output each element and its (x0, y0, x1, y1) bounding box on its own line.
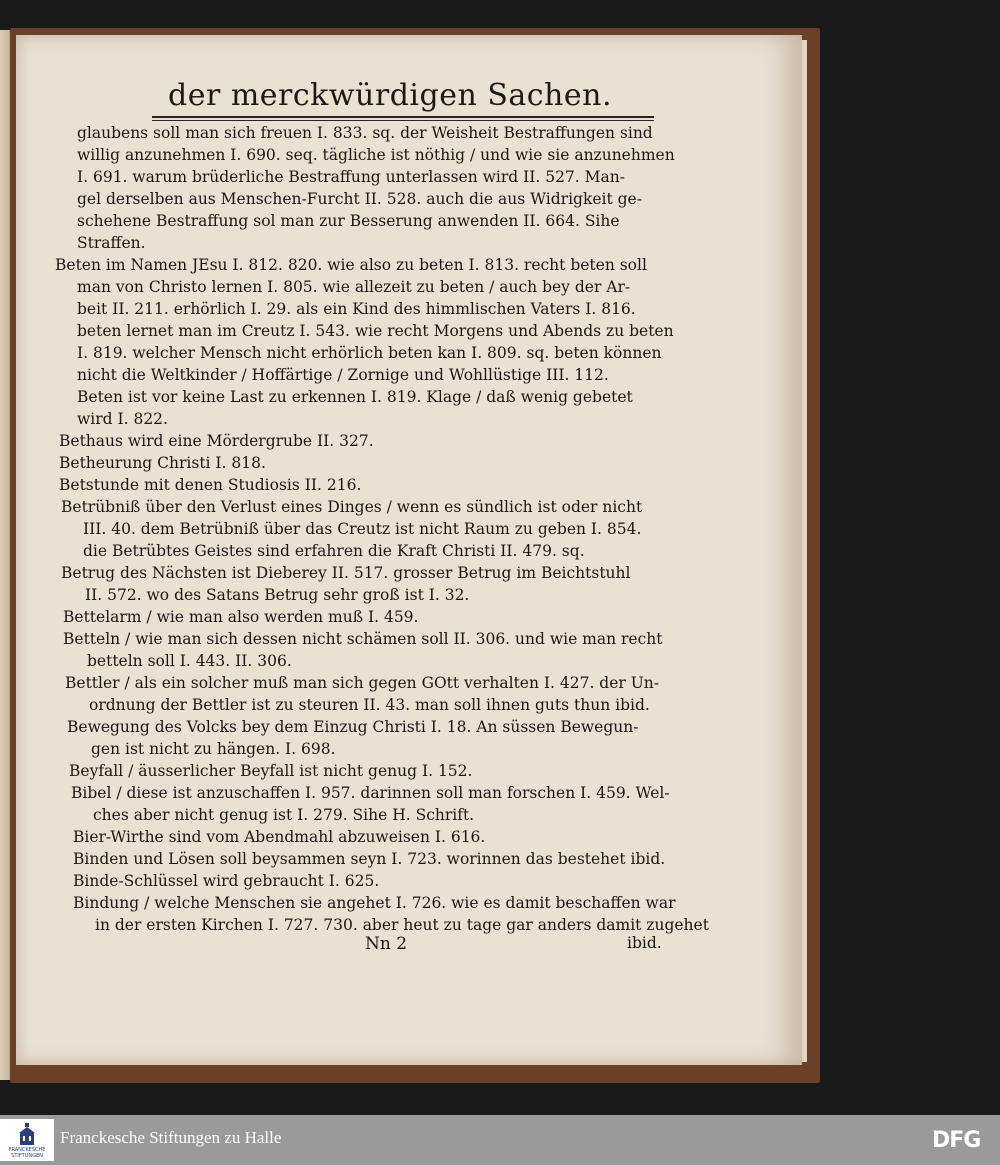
text-line: beten lernet man im Creutz I. 543. wie recht Morgens und Abends zu beten (77, 322, 674, 340)
text-line: Bewegung des Volcks bey dem Einzug Christi I. 18. An süssen Bewegun- (67, 718, 639, 736)
text-line: Bethaus wird eine Mördergrube II. 327. (59, 432, 374, 450)
text-line: gel derselben aus Menschen-Furcht II. 528. auch die aus Widrigkeit ge- (77, 190, 642, 208)
line-end-ibid: ibid. (627, 934, 662, 952)
text-line: Bier-Wirthe sind vom Abendmahl abzuweisen I. 616. (73, 828, 486, 846)
text-line: nicht die Weltkinder / Hoffärtige / Zornige und Wohllüstige III. 112. (77, 366, 609, 384)
text-line: Bindung / welche Menschen sie angehet I. 726. wie es damit beschaffen war (73, 894, 676, 912)
text-line: betteln soll I. 443. II. 306. (87, 652, 292, 670)
institution-name[interactable]: Franckesche Stiftungen zu Halle (60, 1128, 282, 1147)
text-line: Beten im Namen JEsu I. 812. 820. wie also zu beten I. 813. recht beten soll (55, 256, 647, 274)
text-line: gen ist nicht zu hängen. I. 698. (91, 740, 336, 758)
text-line: Binden und Lösen soll beysammen seyn I. 723. worinnen das bestehet ibid. (73, 850, 666, 868)
text-line: Betrug des Nächsten ist Dieberey II. 517. grosser Betrug im Beichtstuhl (61, 564, 631, 582)
text-line: wird I. 822. (77, 410, 168, 428)
text-line: ches aber nicht genug ist I. 279. Sihe H. Schrift. (93, 806, 475, 824)
text-line: I. 691. warum brüderliche Bestraffung unterlassen wird II. 527. Man- (77, 168, 625, 186)
text-line: willig anzunehmen I. 690. seq. tägliche ist nöthig / und wie sie anzunehmen (77, 146, 675, 164)
text-line: glaubens soll man sich freuen I. 833. sq. der Weisheit Bestraffungen sind (77, 124, 653, 142)
text-line: Betheurung Christi I. 818. (59, 454, 266, 472)
head-rule-thin (152, 120, 654, 121)
running-head: der merckwürdigen Sachen. (168, 78, 612, 113)
text-line: Bettler / als ein solcher muß man sich gegen GOtt verhalten I. 427. der Un- (65, 674, 660, 692)
signature-mark: Nn 2 (365, 934, 408, 954)
text-line: Betstunde mit denen Studiosis II. 216. (59, 476, 362, 494)
text-line: schehene Bestraffung sol man zur Besserung anwenden II. 664. Sihe (77, 212, 620, 230)
text-line: ordnung der Bettler ist zu steuren II. 43. man soll ihnen guts thun ibid. (89, 696, 650, 714)
text-line: II. 572. wo des Satans Betrug sehr groß ist I. 32. (85, 586, 470, 604)
text-line: Betrübniß über den Verlust eines Dinges / wenn es sündlich ist oder nicht (61, 498, 643, 516)
text-line: die Betrübtes Geistes sind erfahren die Kraft Christi II. 479. sq. (83, 542, 585, 560)
text-line: Beten ist vor keine Last zu erkennen I. 819. Klage / daß wenig gebetet (77, 388, 633, 406)
text-line: Beyfall / äusserlicher Beyfall ist nicht genug I. 152. (69, 762, 473, 780)
text-line: Straffen. (77, 234, 146, 252)
institution-logo[interactable] (0, 1119, 54, 1161)
text-line: Bettelarm / wie man also werden muß I. 459. (63, 608, 419, 626)
text-line: man von Christo lernen I. 805. wie allezeit zu beten / auch bey der Ar- (77, 278, 631, 296)
text-line: I. 819. welcher Mensch nicht erhörlich beten kan I. 809. sq. beten können (77, 344, 662, 362)
head-rule (152, 116, 654, 118)
footer-bar (0, 1115, 1000, 1165)
dfg-logo[interactable]: DFG (932, 1128, 981, 1153)
text-line: in der ersten Kirchen I. 727. 730. aber heut zu tage gar anders damit zugehet (95, 916, 709, 934)
logo-text: FRANCKESCHE STIFTUNGEN (8, 1147, 46, 1159)
text-line: Betteln / wie man sich dessen nicht schämen soll II. 306. und wie man recht (63, 630, 663, 648)
text-line: Bibel / diese ist anzuschaffen I. 957. darinnen soll man forschen I. 459. Wel- (71, 784, 670, 802)
text-line: Binde-Schlüssel wird gebraucht I. 625. (73, 872, 380, 890)
text-line: beit II. 211. erhörlich I. 29. als ein Kind des himmlischen Vaters I. 816. (77, 300, 636, 318)
text-line: III. 40. dem Betrübniß über das Creutz ist nicht Raum zu geben I. 854. (83, 520, 642, 538)
building-icon (17, 1123, 37, 1147)
